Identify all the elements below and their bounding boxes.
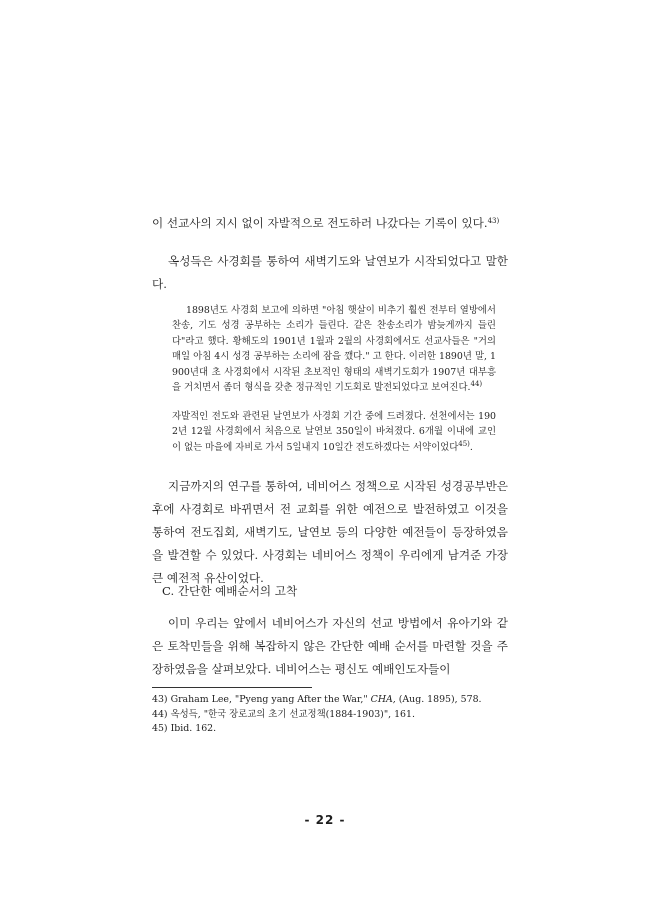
quote-text: 자발적인 전도와 관련된 날연보가 사경회 기간 중에 드려졌다. 선천에서는 1902년 12월 사경회에서 처음으로 날연보 350일이 바쳐졌다. 6개월 이내에 교인이 없는 마을에 자비로 가서 5일내지 10일간 전도하겠다는 서약이었다 (172, 411, 496, 453)
block-quote-2 (172, 409, 496, 455)
paragraph-text: 이 선교사의 지시 없이 자발적으로 전도하러 나갔다는 기록이 있다. (152, 216, 488, 230)
footnote-divider (152, 687, 312, 688)
journal-title: CHA, (370, 694, 396, 705)
footnote-43: 43) Graham Lee, "Pyeng yang After the War," CHA, (Aug. 1895), 578. (152, 694, 482, 705)
body-paragraph-2: 옥성득은 사경회를 통하여 새벽기도와 날연보가 시작되었다고 말한다. (152, 254, 508, 291)
body-paragraph-3: 지금까지의 연구를 통하여, 네비어스 정책으로 시작된 성경공부반은 후에 사경회로 바뀌면서 전 교회를 위한 예전으로 발전하였고 이것을 통하여 전도집회, 새벽기도, 날연보 등의 다양한 예전들이 등장하였음을 발견할 수 있었다. 사경회는 네비어스 정책이 우리에게 남겨준 가장 큰 예전적 유산이었다. (152, 479, 508, 585)
body-paragraph-1 (152, 212, 508, 235)
footnote-44: 44) 옥성득, "한국 장로교의 초기 선교정책(1884-1903)", 161. (152, 708, 415, 720)
quote-end: . (469, 441, 473, 453)
section-heading: C. 간단한 예배순서의 고착 (162, 584, 298, 598)
footnote-ref-44[interactable]: 44) (470, 380, 483, 389)
quote-text: 1898년도 사경회 보고에 의하면 "아침 햇살이 비추기 훨씬 전부터 열방에서 찬송, 기도 성경 공부하는 소리가 들린다. 같은 찬송소리가 밤늦게까지 들린다"라고 했다. 황해도의 1901년 1월과 2월의 사경회에서도 선교사들은 "거의 매일 아침 4시 성경 공부하는 소리에 잠을 깼다." 고 한다. 이러한 1890년 말, 1900년대 초 사경회에서 시작된 초보적인 형태의 새벽기도회가 1907년 대부흥을 거치면서 좀더 형식을 갖춘 정규적인 기도회로 발전되었다고 보여진다. (172, 305, 496, 394)
footnote-ref-43[interactable]: 43) (487, 217, 500, 225)
footnote-45: 45) Ibid. 162. (152, 723, 217, 734)
footnote-ref-45[interactable]: 45) (458, 439, 470, 448)
body-paragraph-4: 이미 우리는 앞에서 네비어스가 자신의 선교 방법에서 유아기와 같은 토착민들을 위해 복잡하지 않은 간단한 예배 순서를 마련할 것을 주장하였음을 살펴보았다. 네비어스는 평신도 예배인도자들이 (152, 616, 508, 676)
page-number: - 22 - (304, 813, 346, 827)
block-quote-1 (172, 303, 496, 395)
footnotes (152, 693, 508, 737)
